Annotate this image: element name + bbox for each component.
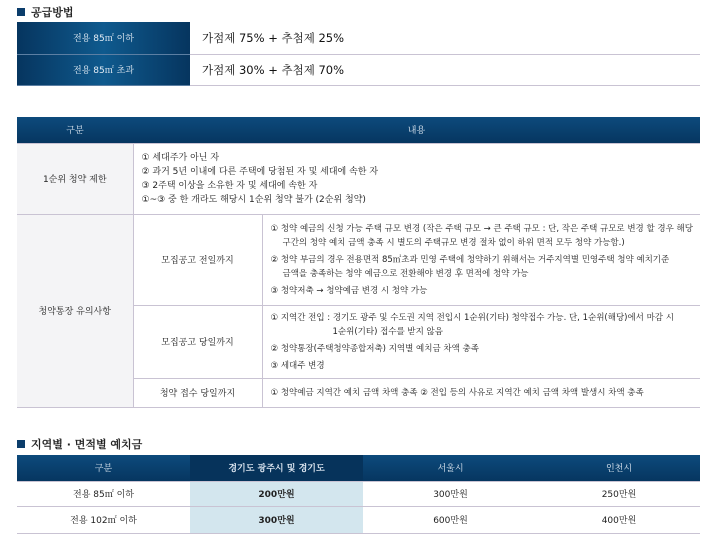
row-label: 청약통장 유의사항 (17, 214, 133, 407)
list-item: ① 청약 예금의 신청 가능 주택 규모 변경 (작은 주택 규모 → 큰 주택 규모 : 단, 작은 주택 규모로 변경 할 경우 해당 (270, 223, 693, 234)
header-cell: 내용 (133, 117, 700, 143)
supply-table (17, 22, 700, 86)
table-header (17, 117, 700, 143)
table-row (17, 22, 700, 54)
list-item: ① 세대주가 아닌 자 (141, 152, 220, 163)
header-cell: 서울시 (363, 455, 538, 481)
list-item: ② 청약 부금의 경우 전용면적 85㎡초과 민영 주택에 청약하기 위해서는 거주지역별 민영주택 청약 예치기준 (270, 254, 670, 265)
row-value: 가점제 30% + 추첨제 70% (190, 54, 700, 85)
item-list (133, 143, 700, 214)
list-item: ③ 세대주 변경 (270, 360, 325, 371)
table-row (17, 506, 700, 533)
deposit-table (17, 455, 700, 534)
sub-label: 모집공고 당일까지 (133, 305, 262, 378)
square-bullet-icon (17, 8, 25, 16)
list-item: 금액을 충족하는 청약 예금으로 전환해야 변경 후 면적에 청약 가능 (282, 268, 529, 279)
table-row (17, 214, 700, 305)
list-item: ① 지역간 전입 : 경기도 광주 및 수도권 지역 전입시 1순위(기타) 청약접수 가능. 단, 1순위(해당)에서 마감 시 (270, 312, 674, 323)
list-item: ③ 청약저축 → 청약예금 변경 시 청약 가능 (270, 285, 428, 296)
table-row (17, 143, 700, 214)
supply-section-title: 공급방법 (17, 4, 74, 20)
cell: 300만원 (363, 481, 538, 506)
row-label: 전용 85㎡ 이하 (17, 22, 190, 54)
item-list (262, 214, 700, 305)
row-label: 전용 85㎡ 초과 (17, 54, 190, 85)
list-item: ② 과거 5년 이내에 다른 주택에 당첨된 자 및 세대에 속한 자 (141, 166, 379, 177)
sub-label: 모집공고 전일까지 (133, 214, 262, 305)
cell: 400만원 (538, 506, 700, 533)
table-header (17, 455, 700, 481)
table-row (17, 54, 700, 85)
header-cell: 구분 (17, 455, 190, 481)
row-value: 가점제 75% + 추첨제 25% (190, 22, 700, 54)
list-item: ③ 2주택 이상을 소유한 자 및 세대에 속한 자 (141, 180, 318, 191)
cell: 300만원 (190, 506, 363, 533)
list-item: ①~③ 중 한 개라도 해당시 1순위 청약 불가 (2순위 청약) (141, 194, 366, 205)
list-item: ② 청약통장(주택청약종합저축) 지역별 예치금 차액 충족 (270, 343, 479, 354)
cautions-table (17, 117, 700, 408)
row-label: 전용 102㎡ 이하 (17, 506, 190, 533)
sub-label: 청약 접수 당일까지 (133, 378, 262, 407)
list-item: ① 청약예금 지역간 예치 금액 차액 충족 ② 전입 등의 사유로 지역간 예치 금액 차액 발생시 차액 충족 (270, 387, 644, 398)
square-bullet-icon (17, 440, 25, 448)
list-item: 구간의 청약 예치 금액 충족 시 별도의 주택규모 변경 절차 없이 하위 면적 모두 청약 가능함.) (282, 237, 625, 248)
row-label: 전용 85㎡ 이하 (17, 481, 190, 506)
cell: 600만원 (363, 506, 538, 533)
deposit-section-title: 지역별 · 면적별 예치금 (17, 436, 142, 452)
item-list (262, 305, 700, 378)
table-row (17, 481, 700, 506)
header-cell: 구분 (17, 117, 133, 143)
cell: 200만원 (190, 481, 363, 506)
list-item: 1순위(기타) 접수를 받지 않음 (332, 326, 443, 337)
item-list (262, 378, 700, 407)
header-cell: 경기도 광주시 및 경기도 (190, 455, 363, 481)
header-cell: 인천시 (538, 455, 700, 481)
cell: 250만원 (538, 481, 700, 506)
row-label: 1순위 청약 제한 (17, 143, 133, 214)
